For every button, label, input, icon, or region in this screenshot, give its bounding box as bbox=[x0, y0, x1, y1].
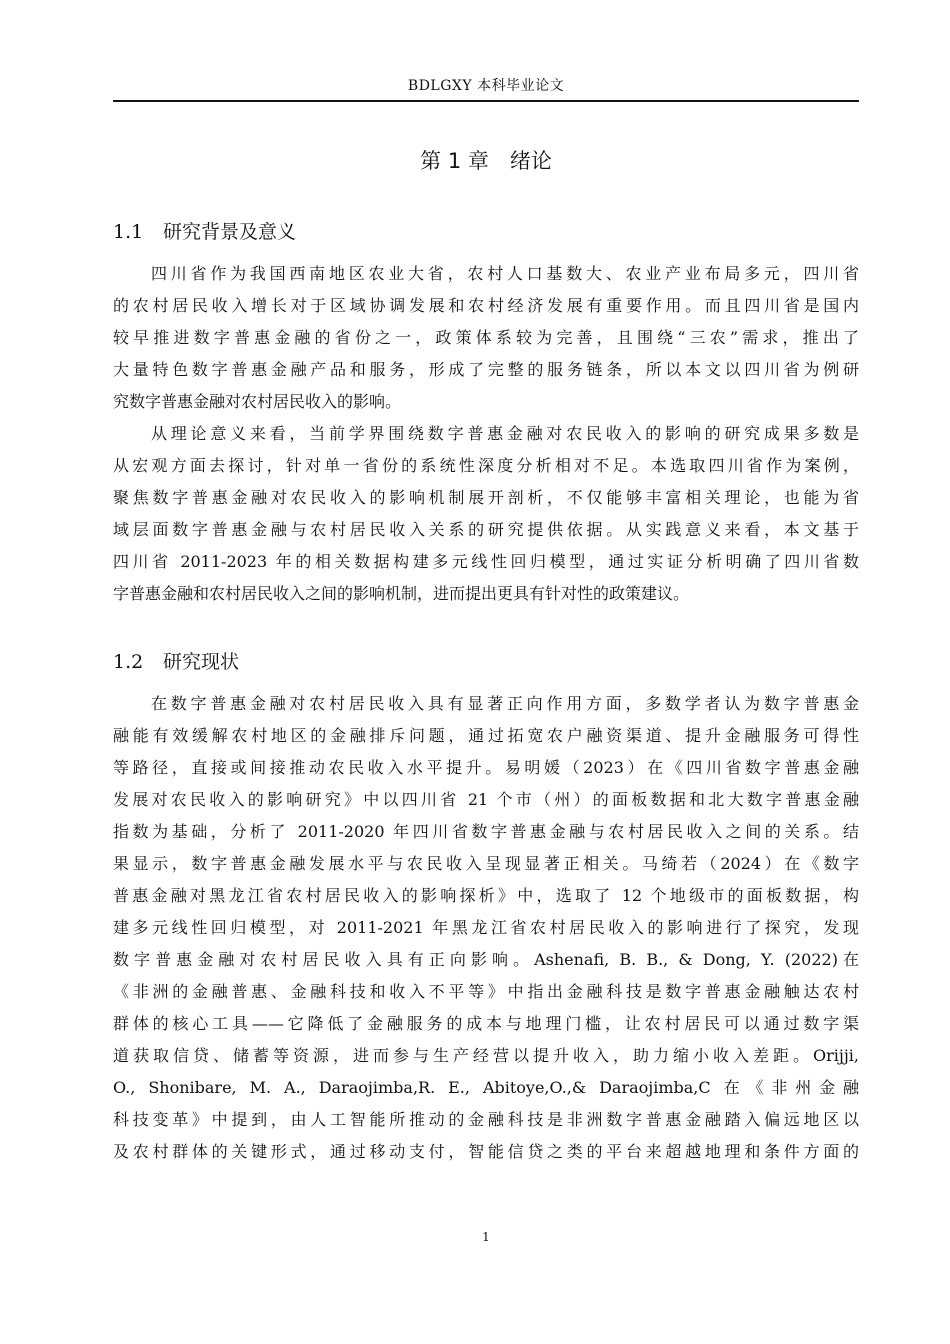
paragraph-line: 四川省作为我国西南地区农业大省，农村人口基数大、农业产业布局多元，四川省 bbox=[151, 264, 859, 283]
paragraph-line: 从宏观方面去探讨，针对单一省份的系统性深度分析相对不足。本选取四川省作为案例， bbox=[113, 456, 859, 475]
section-1-2-body bbox=[113, 688, 859, 1168]
paragraph bbox=[113, 688, 859, 1168]
paragraph-line: 融能有效缓解农村地区的金融排斥问题，通过拓宽农户融资渠道、提升金融服务可得性 bbox=[113, 726, 859, 745]
paragraph-line: 聚焦数字普惠金融对农民收入的影响机制展开剖析，不仅能够丰富相关理论，也能为省 bbox=[113, 488, 859, 507]
paragraph-line: 字普惠金融和农村居民收入之间的影响机制，进而提出更具有针对性的政策建议。 bbox=[113, 584, 690, 603]
paragraph-line: 大量特色数字普惠金融产品和服务，形成了完整的服务链条，所以本文以四川省为例研 bbox=[113, 360, 859, 379]
section-number: 1.1 bbox=[113, 221, 144, 243]
paragraph-line: 群体的核心工具——它降低了金融服务的成本与地理门槛，让农村居民可以通过数字渠 bbox=[113, 1014, 859, 1033]
section-heading-1-1 bbox=[113, 218, 859, 246]
paragraph-line: 较早推进数字普惠金融的省份之一，政策体系较为完善，且围绕“三农”需求，推出了 bbox=[113, 328, 859, 347]
header-rule bbox=[113, 100, 859, 102]
paragraph-line: O., Shonibare, M. A., Daraojimba,R. E., Abitoye,O.,& Daraojimba,C 在《非州金融 bbox=[113, 1078, 859, 1097]
paragraph-line: 数字普惠金融对农村居民收入具有正向影响。Ashenafi, B. B., & Dong, Y. (2022)在 bbox=[113, 950, 859, 969]
section-title: 研究现状 bbox=[163, 651, 240, 673]
paragraph-line: 普惠金融对黑龙江省农村居民收入的影响探析》中，选取了 12 个地级市的面板数据，构 bbox=[113, 886, 859, 905]
section-number: 1.2 bbox=[113, 651, 144, 673]
paragraph-line: 《非洲的金融普惠、金融科技和收入不平等》中指出金融科技是数字普惠金融触达农村 bbox=[113, 982, 859, 1001]
paragraph-line: 道获取信贷、储蓄等资源，进而参与生产经营以提升收入，助力缩小收入差距。Orijji, bbox=[113, 1046, 859, 1065]
paragraph-line: 建多元线性回归模型，对 2011-2021 年黑龙江省农村居民收入的影响进行了探究，发现 bbox=[113, 918, 859, 937]
paragraph-line: 科技变革》中提到，由人工智能所推动的金融科技是非洲数字普惠金融踏入偏远地区以 bbox=[113, 1110, 859, 1129]
paragraph-line: 四川省 2011-2023 年的相关数据构建多元线性回归模型，通过实证分析明确了四川省数 bbox=[113, 552, 859, 571]
paragraph-line: 及农村群体的关键形式，通过移动支付，智能信贷之类的平台来超越地理和条件方面的 bbox=[113, 1142, 859, 1161]
paragraph-line: 的农村居民收入增长对于区域协调发展和农村经济发展有重要作用。而且四川省是国内 bbox=[113, 296, 859, 315]
paragraph-line: 域层面数字普惠金融与农村居民收入关系的研究提供依据。从实践意义来看，本文基于 bbox=[113, 520, 859, 539]
running-header: BDLGXY 本科毕业论文 bbox=[407, 78, 565, 94]
paragraph-line: 等路径，直接或间接推动农民收入水平提升。易明媛（2023）在《四川省数字普惠金融 bbox=[113, 758, 859, 777]
paragraph-line: 指数为基础，分析了 2011-2020 年四川省数字普惠金融与农村居民收入之间的关系。结 bbox=[113, 822, 859, 841]
paragraph-line: 果显示，数字普惠金融发展水平与农民收入呈现显著正相关。马绮若（2024）在《数字 bbox=[113, 854, 859, 873]
paragraph-line: 究数字普惠金融对农村居民收入的影响。 bbox=[113, 392, 402, 411]
paragraph-line: 发展对农民收入的影响研究》中以四川省 21 个市（州）的面板数据和北大数字普惠金融 bbox=[113, 790, 859, 809]
section-title: 研究背景及意义 bbox=[163, 221, 297, 243]
paragraph bbox=[113, 258, 859, 418]
page-number: 1 bbox=[482, 1230, 490, 1244]
chapter-title: 第 1 章 绪论 bbox=[420, 149, 552, 173]
paragraph-line: 从理论意义来看，当前学界围绕数字普惠金融对农民收入的影响的研究成果多数是 bbox=[151, 424, 859, 443]
paragraph-line: 在数字普惠金融对农村居民收入具有显著正向作用方面，多数学者认为数字普惠金 bbox=[151, 694, 859, 713]
paragraph bbox=[113, 418, 859, 610]
section-heading-1-2 bbox=[113, 648, 859, 676]
section-1-1-body bbox=[113, 258, 859, 610]
